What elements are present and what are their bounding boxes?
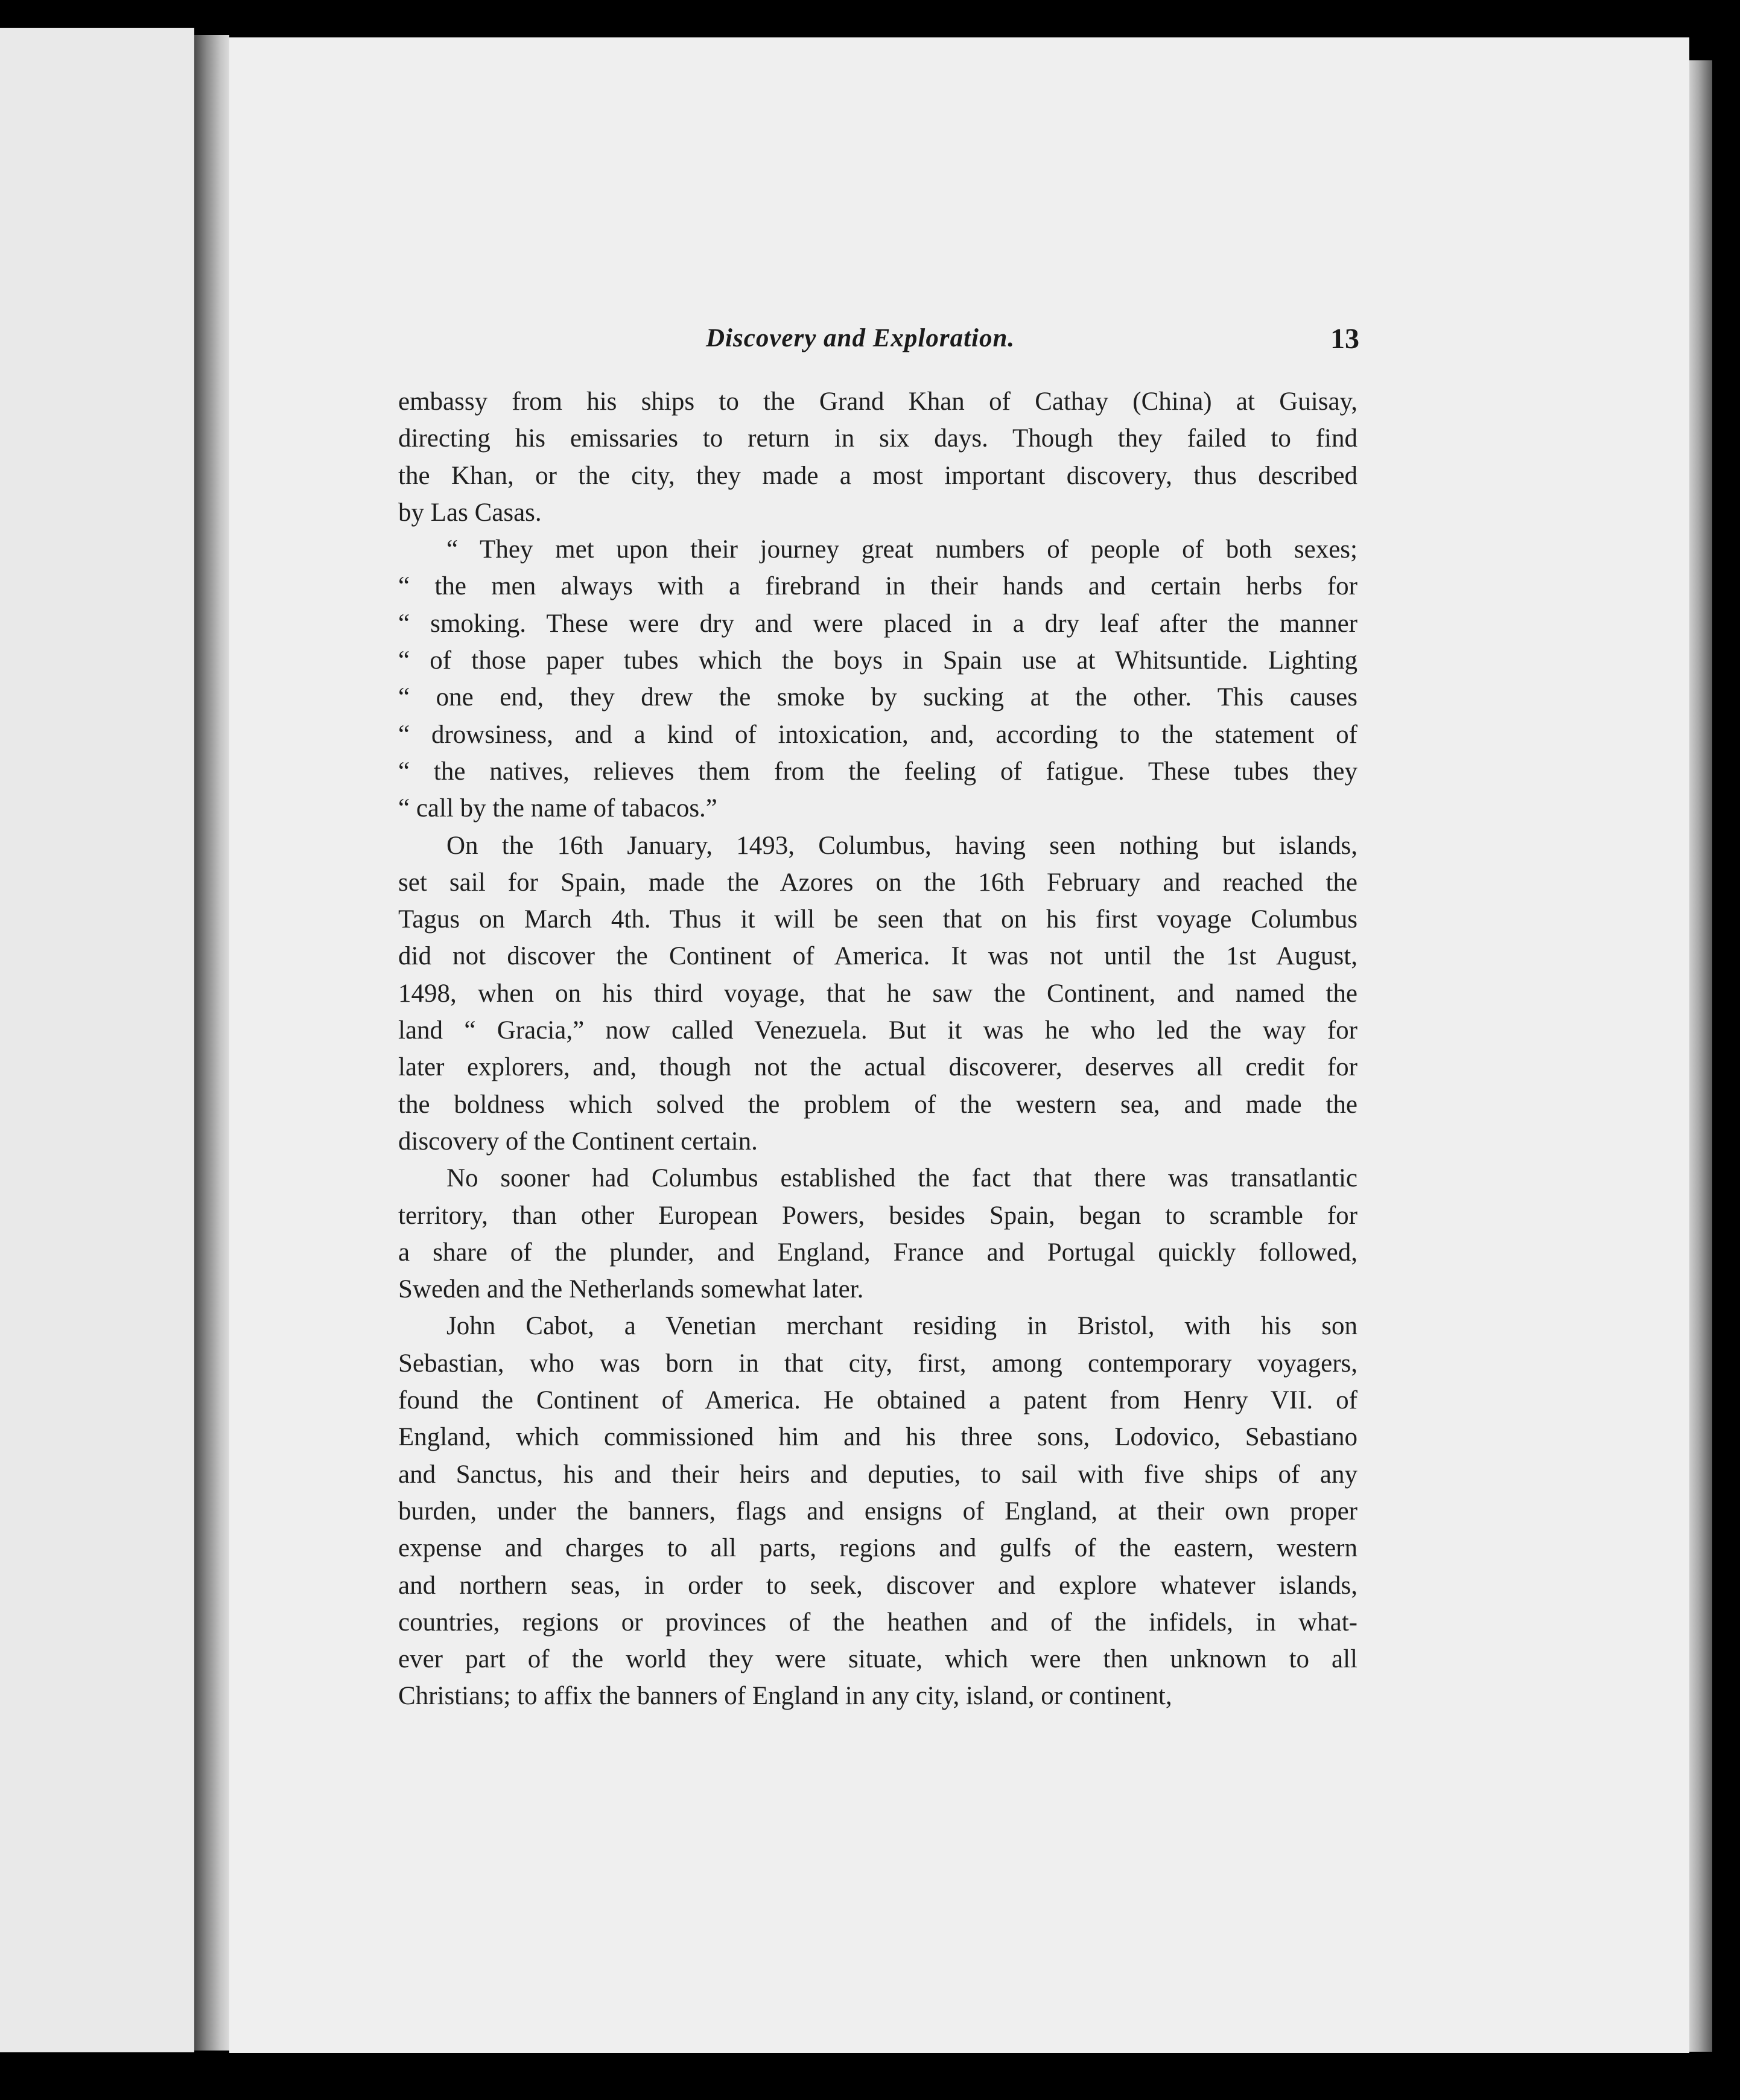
text-line: 1498, when on his third voyage, that he saw the Continent, and named the xyxy=(398,979,1357,1008)
text-line: No sooner had Columbus established the fact that there was transatlantic xyxy=(446,1164,1357,1193)
text-line: a share of the plunder, and England, France and Portugal quickly followed, xyxy=(398,1238,1357,1267)
text-line: ever part of the world they were situate, which were then unknown to all xyxy=(398,1645,1357,1674)
text-line: set sail for Spain, made the Azores on the 16th February and reached the xyxy=(398,868,1357,897)
left-page-edge xyxy=(0,28,194,2052)
text-line: Tagus on March 4th. Thus it will be seen that on his first voyage Columbus xyxy=(398,905,1357,934)
text-line: did not discover the Continent of America. It was not until the 1st August, xyxy=(398,942,1357,971)
text-line: and northern seas, in order to seek, discover and explore whatever islands, xyxy=(398,1571,1357,1600)
text-line: embassy from his ships to the Grand Khan of Cathay (China) at Guisay, xyxy=(398,387,1357,416)
paragraph xyxy=(398,1308,1357,1714)
page-number: 13 xyxy=(1330,323,1359,355)
text-line: the Khan, or the city, they made a most important discovery, thus described xyxy=(398,461,1357,490)
text-line: the boldness which solved the problem of the western sea, and made the xyxy=(398,1090,1357,1119)
paragraph xyxy=(398,531,1357,827)
text-line: expense and charges to all parts, regions and gulfs of the eastern, western xyxy=(398,1534,1357,1563)
text-line: territory, than other European Powers, besides Spain, began to scramble for xyxy=(398,1201,1357,1230)
text-line: “ of those paper tubes which the boys in Spain use at Whitsuntide. Lighting xyxy=(398,646,1357,675)
text-line: countries, regions or provinces of the heathen and of the infidels, in what- xyxy=(398,1608,1357,1637)
text-line: On the 16th January, 1493, Columbus, having seen nothing but islands, xyxy=(446,831,1357,860)
book-gutter xyxy=(194,35,229,2051)
text-line: found the Continent of America. He obtained a patent from Henry VII. of xyxy=(398,1386,1357,1415)
paragraph xyxy=(398,383,1357,531)
text-line: “ the natives, relieves them from the feeling of fatigue. These tubes they xyxy=(398,757,1357,786)
text-line: by Las Casas. xyxy=(398,498,542,527)
text-line: and Sanctus, his and their heirs and deputies, to sail with five ships of any xyxy=(398,1460,1357,1489)
text-line: “ They met upon their journey great numbers of people of both sexes; xyxy=(446,535,1357,564)
body-text xyxy=(398,383,1357,1715)
right-page-edge xyxy=(1689,60,1712,2052)
text-line: later explorers, and, though not the actual discoverer, deserves all credit for xyxy=(398,1053,1357,1082)
text-line: “ call by the name of tabacos.” xyxy=(398,794,717,823)
running-head: Discovery and Exploration. xyxy=(706,324,1015,352)
text-line: Sebastian, who was born in that city, first, among contemporary voyagers, xyxy=(398,1349,1357,1378)
text-line: “ one end, they drew the smoke by sucking at the other. This causes xyxy=(398,683,1357,712)
text-line: burden, under the banners, flags and ensigns of England, at their own proper xyxy=(398,1497,1357,1526)
text-line: discovery of the Continent certain. xyxy=(398,1127,758,1156)
text-line: England, which commissioned him and his three sons, Lodovico, Sebastiano xyxy=(398,1423,1357,1452)
text-line: “ smoking. These were dry and were placed in a dry leaf after the manner xyxy=(398,609,1357,638)
paragraph xyxy=(398,827,1357,1160)
text-line: directing his emissaries to return in six days. Though they failed to find xyxy=(398,424,1357,453)
text-line: “ drowsiness, and a kind of intoxication, and, according to the statement of xyxy=(398,720,1357,749)
text-line: Sweden and the Netherlands somewhat later. xyxy=(398,1275,864,1304)
text-line: “ the men always with a firebrand in their hands and certain herbs for xyxy=(398,572,1357,601)
text-line: land “ Gracia,” now called Venezuela. But it was he who led the way for xyxy=(398,1016,1357,1045)
paragraph xyxy=(398,1160,1357,1308)
text-line: Christians; to affix the banners of England in any city, island, or continent, xyxy=(398,1682,1172,1711)
text-line: John Cabot, a Venetian merchant residing in Bristol, with his son xyxy=(446,1312,1357,1341)
